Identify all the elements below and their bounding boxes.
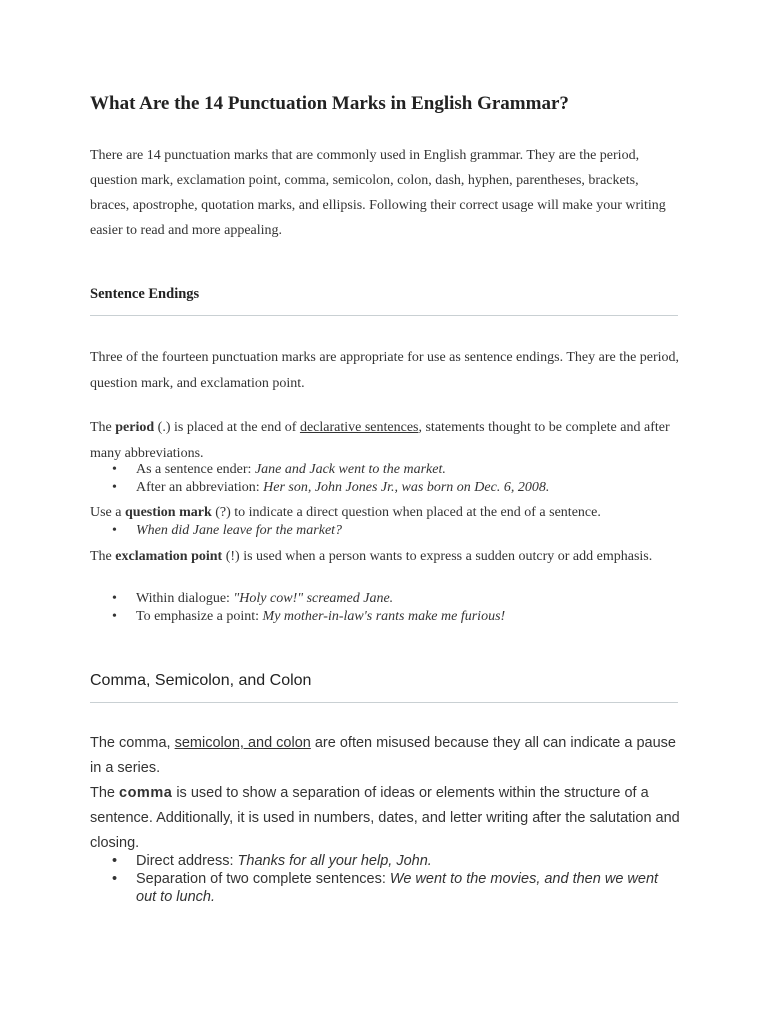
text-span: are often misused because they all can indicate a pause in a series. bbox=[90, 735, 676, 776]
period-examples-list bbox=[90, 461, 670, 497]
list-item bbox=[90, 479, 670, 497]
item-example: Thanks for all your help, John. bbox=[237, 853, 432, 869]
item-example: We went to the movies, and then we went out to lunch. bbox=[136, 871, 659, 905]
term-period: period bbox=[115, 420, 155, 435]
text-span: , statements thought to be complete and after many abbreviations. bbox=[90, 420, 670, 461]
item-example: Her son, John Jones Jr., was born on Dec. 6, 2008. bbox=[263, 480, 550, 495]
exclamation-paragraph bbox=[90, 544, 680, 570]
term-question-mark: question mark bbox=[125, 505, 212, 520]
intro-paragraph: There are 14 punctuation marks that are commonly used in English grammar. They are the period, question mark, exclamation point, comma, semicolon, colon, dash, hyphen, parentheses, brackets, braces, apostrophe, quotation marks, and ellipsis. Following their correct usage will make your writing easier to read and more appealing. bbox=[90, 148, 666, 238]
text-span: The bbox=[90, 549, 116, 564]
list-item bbox=[90, 608, 670, 626]
text-span: The comma, bbox=[90, 735, 175, 751]
text-span: Use a bbox=[90, 505, 125, 520]
item-example: When did Jane leave for the market? bbox=[136, 523, 343, 538]
exclamation-examples-list bbox=[90, 590, 670, 626]
item-label: After an abbreviation: bbox=[136, 480, 264, 495]
item-label: To emphasize a point: bbox=[136, 609, 263, 624]
list-item bbox=[90, 852, 670, 870]
link-semicolon-and-colon[interactable]: semicolon, and colon bbox=[174, 735, 311, 751]
list-item bbox=[90, 870, 670, 906]
section-heading-sentence-endings: Sentence Endings bbox=[90, 286, 200, 302]
term-exclamation-point: exclamation point bbox=[115, 549, 223, 564]
text-span: The bbox=[90, 785, 120, 801]
question-mark-paragraph bbox=[90, 503, 680, 523]
item-label: Within dialogue: bbox=[136, 591, 234, 606]
section-heading-comma-semicolon-colon: Comma, Semicolon, and Colon bbox=[90, 672, 312, 689]
item-example: My mother-in-law's rants make me furious! bbox=[262, 609, 506, 624]
item-label: As a sentence ender: bbox=[136, 462, 255, 477]
item-example: Jane and Jack went to the market. bbox=[254, 462, 446, 477]
period-paragraph bbox=[90, 415, 680, 467]
item-example: "Holy cow!" screamed Jane. bbox=[233, 591, 394, 606]
list-item bbox=[90, 461, 670, 479]
comma-paragraph bbox=[90, 781, 680, 856]
list-item bbox=[90, 590, 670, 608]
comma-intro-paragraph bbox=[90, 731, 680, 781]
list-item bbox=[90, 522, 670, 540]
link-declarative-sentences[interactable]: declarative sentences bbox=[299, 420, 419, 435]
item-label: Separation of two complete sentences: bbox=[136, 871, 390, 887]
comma-examples-list bbox=[90, 852, 670, 906]
text-span: (!) is used when a person wants to express a sudden outcry or add emphasis. bbox=[222, 549, 653, 564]
question-mark-examples-list bbox=[90, 522, 670, 540]
term-comma: comma bbox=[119, 785, 173, 801]
sentence-endings-paragraph: Three of the fourteen punctuation marks are appropriate for use as sentence endings. They are the period, question mark, and exclamation point. bbox=[90, 350, 680, 391]
text-span: The bbox=[90, 420, 116, 435]
section-divider bbox=[90, 315, 678, 316]
section-divider bbox=[90, 702, 678, 703]
text-span: (.) is placed at the end of bbox=[154, 420, 300, 435]
page-title: What Are the 14 Punctuation Marks in English Grammar? bbox=[90, 93, 569, 114]
item-label: Direct address: bbox=[136, 853, 238, 869]
text-span: (?) to indicate a direct question when placed at the end of a sentence. bbox=[211, 505, 601, 520]
text-span: is used to show a separation of ideas or elements within the structure of a sentence. Additionally, it is used in numbers, dates, and letter writing after the salutation and closing. bbox=[90, 785, 680, 851]
